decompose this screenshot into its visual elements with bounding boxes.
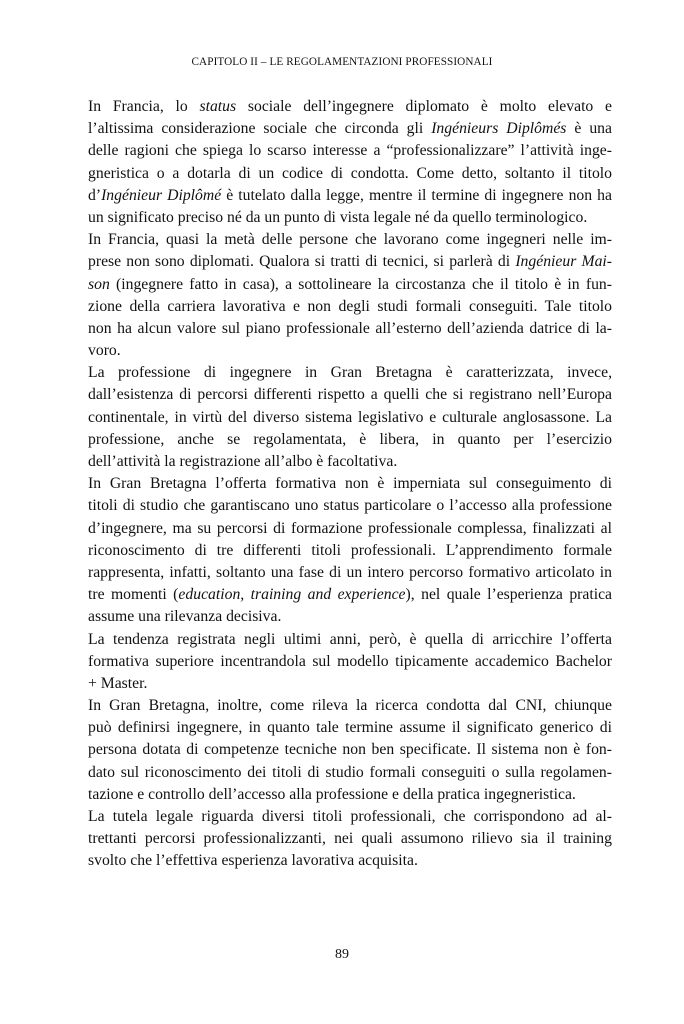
paragraph [88,473,612,628]
text-run: assume una rilevanza decisiva. [88,608,282,626]
text-run: professione, anche se regolamentata, è libera, in quanto per l’esercizio [88,430,612,448]
text-line [88,784,612,806]
text-line [88,207,612,229]
text-line [88,407,612,429]
text-line [88,296,612,318]
text-run: d’ingegnere, ma su percorsi di formazione professionale complessa, finalizzati al [88,519,612,537]
text-run: La tutela legale riguarda diversi titoli professionali, che corrispondono ad al- [88,808,612,825]
text-run: In Gran Bretagna l’offerta formativa non è imperniata sul conseguimento di [88,475,612,493]
text-run: continentale, in virtù del diverso sistema legislativo e culturale anglosassone. La [88,408,612,426]
text-run: non ha alcun valore sul piano professionale all’esterno dell’azienda datrice di la- [88,319,612,337]
italic-text: status [199,98,237,115]
text-run: persona dotata di competenze tecniche non ben specificate. Il sistema non è fon- [88,741,612,759]
text-line [88,606,612,628]
text-line [88,251,612,273]
italic-text: son [88,275,110,293]
text-run: tazione e controllo dell’accesso alla professione e della pratica ingegneristica. [88,785,576,803]
text-run: l’altissima considerazione sociale che circonda gli [88,120,432,138]
text-run: dato sul riconoscimento dei titoli di studio formali conseguiti o sulla regolamen- [88,763,612,781]
text-line [88,518,612,540]
text-line [88,540,612,562]
text-line [88,695,612,717]
text-run: La tendenza registrata negli ultimi anni, però, è quella di arricchire l’offerta [88,630,612,648]
italic-text: Ingénieurs Diplômés [431,120,567,138]
text-run: rappresenta, infatti, soltanto una fase di un intero percorso formativo articolato in [88,563,612,581]
text-run: (ingegnere fatto in casa), a sottolineare la circostanza che il titolo è in fun- [109,275,612,293]
text-run: sociale dell’ingegnere diplomato è molto elevato e [236,98,612,115]
text-line [88,163,612,185]
text-line [88,562,612,584]
text-run: trettanti percorsi professionalizzanti, nei quali assumono rilievo sia il training [88,830,612,848]
italic-text: education, training and experience [178,586,406,604]
text-line [88,673,612,695]
text-run: formativa superiore incentrandola sul modello tipicamente accademico Bachelor [88,652,612,670]
paragraph [88,362,612,473]
text-run: un significato preciso né da un punto di vista legale né da quello terminologico. [88,208,588,226]
text-run: gneristica o a dotarla di un codice di condotta. Come detto, soltanto il titolo [88,164,612,182]
text-run: riconoscimento di tre differenti titoli professionali. L’apprendimento formale [88,541,612,559]
text-run: può definirsi ingegnere, in quanto tale termine assume il significato generico di [88,719,612,737]
text-line [88,429,612,451]
text-run: è tutelato dalla legge, mentre il termine di ingegnere non ha [221,186,612,204]
paragraph [88,695,612,806]
text-line [88,717,612,739]
paragraph [88,806,612,873]
text-line [88,584,612,606]
text-line [88,118,612,140]
text-line [88,384,612,406]
text-line [88,629,612,651]
text-line [88,850,612,872]
text-run: La professione di ingegnere in Gran Bretagna è caratterizzata, invece, [88,364,612,382]
text-run: svolto che l’effettiva esperienza lavorativa acquisita. [88,852,418,870]
text-run: ), nel quale l’esperienza pratica [405,586,612,604]
page-number: 89 [335,947,349,962]
text-run: In Gran Bretagna, inoltre, come rileva la ricerca condotta dal CNI, chiunque [88,697,612,715]
text-line [88,828,612,850]
text-line [88,185,612,207]
text-run: dall’esistenza di percorsi differenti rispetto a quelli che si registrano nell’Europa [88,386,612,404]
text-line [88,318,612,340]
text-run: è una [566,120,612,138]
italic-text: Ingénieur Mai- [515,253,612,271]
text-run: d’ [88,186,102,204]
text-line [88,739,612,761]
text-run: titoli di studio che garantiscano uno status particolare o l’accesso alla professione [88,497,612,515]
text-run: prese non sono diplomati. Qualora si tratti di tecnici, si parlerà di [88,253,516,271]
text-run: In Francia, lo [88,98,200,115]
text-run: dell’attività la registrazione all’albo è facoltativa. [88,453,398,470]
text-line [88,362,612,384]
text-run: + Master. [88,674,148,692]
paragraph [88,229,612,362]
text-line [88,806,612,828]
text-line [88,473,612,495]
paragraph [88,96,612,229]
paragraph [88,629,612,696]
italic-text: Ingénieur Diplômé [101,186,222,204]
running-header: CAPITOLO II – LE REGOLAMENTAZIONI PROFESSIONALI [191,56,493,68]
text-line [88,340,612,362]
text-line [88,495,612,517]
text-run: tre momenti ( [88,586,179,604]
text-run: zione della carriera lavorativa e non degli studi formali conseguiti. Tale titolo [88,297,612,315]
text-run: delle ragioni che spiega lo scarso interesse a “professionalizzare” l’attività inge- [88,142,612,160]
text-line [88,451,612,473]
text-line [88,140,612,162]
text-run: voro. [88,342,121,360]
text-run: In Francia, quasi la metà delle persone che lavorano come ingegneri nelle im- [88,231,612,249]
text-line [88,274,612,296]
text-line [88,651,612,673]
text-line [88,762,612,784]
text-line [88,96,612,118]
body-text [88,96,612,873]
text-line [88,229,612,251]
